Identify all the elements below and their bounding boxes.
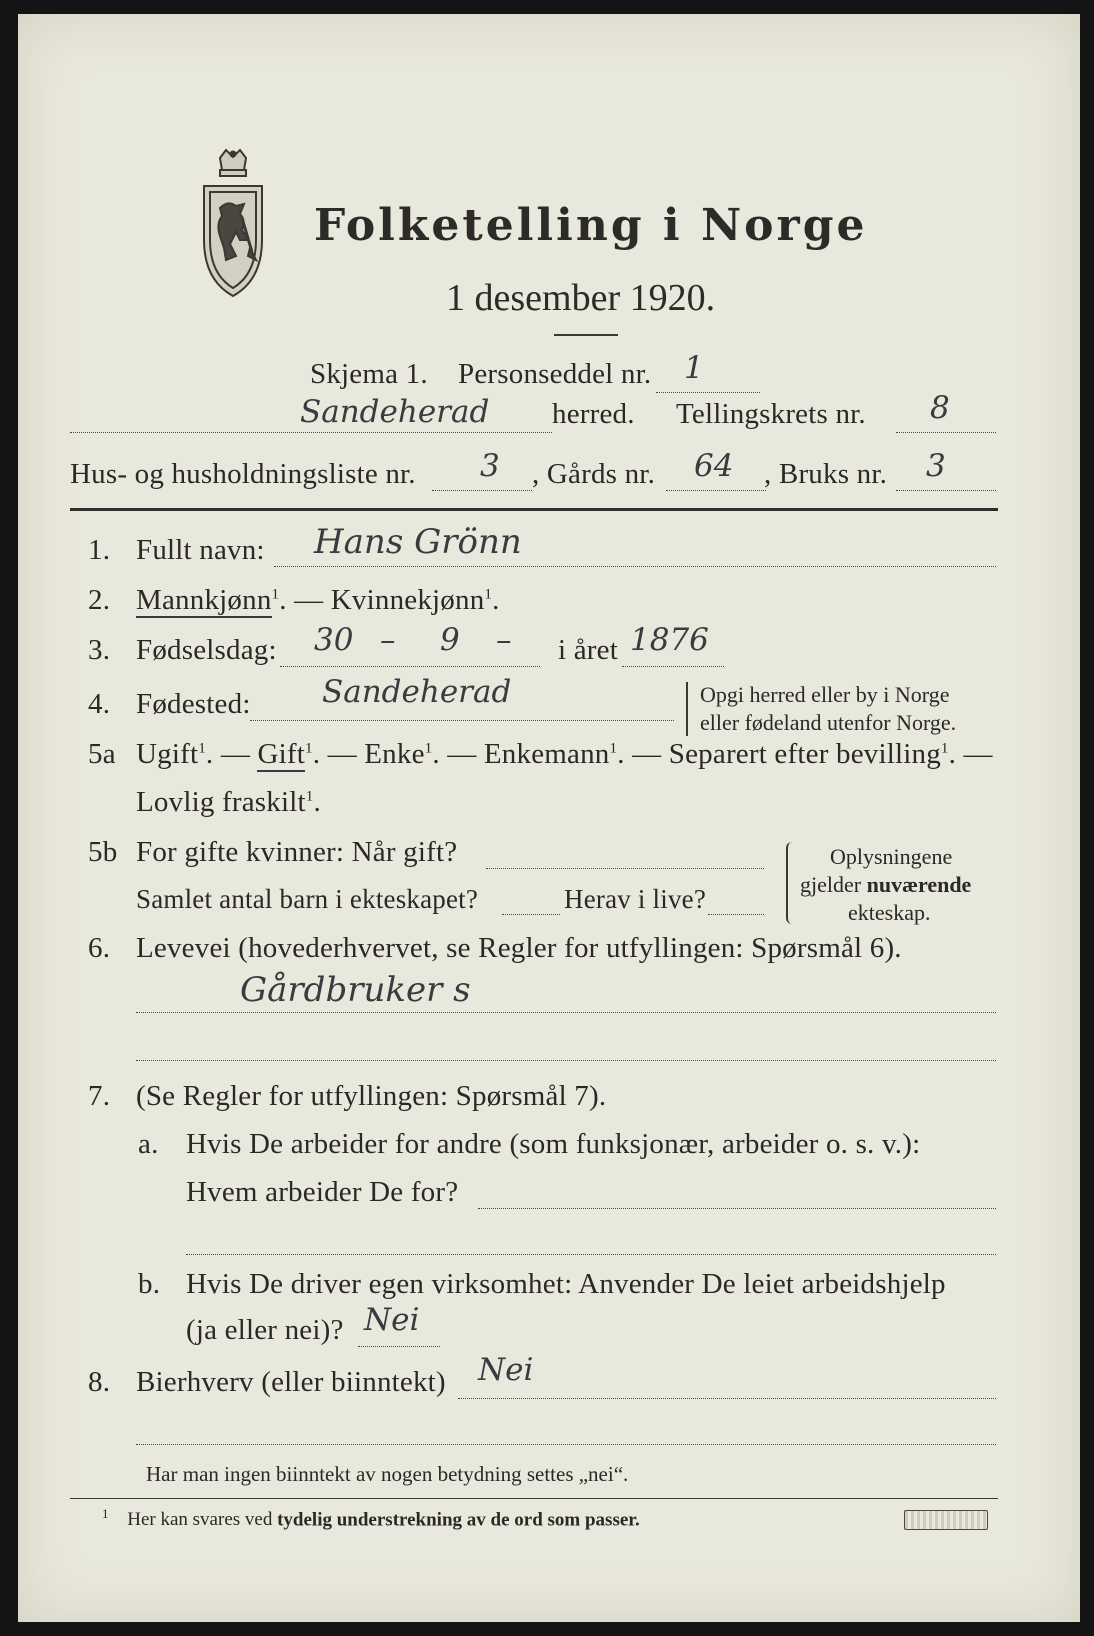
footnote-mark: 1 — [102, 1506, 109, 1521]
gards-line — [666, 490, 766, 491]
header-rule — [70, 508, 998, 511]
q2-separator: . — — [279, 584, 331, 616]
q5b-number: 5b — [88, 836, 118, 868]
q5a-sup-enke: 1 — [424, 740, 433, 757]
birthplace-value[interactable]: Sandeherad — [322, 674, 512, 710]
birth-dash-2: – — [496, 622, 512, 658]
census-form — [18, 14, 1080, 1622]
q4-label: Fødested: — [136, 688, 251, 720]
q6-line-1 — [136, 1012, 996, 1013]
personseddel-line — [656, 392, 760, 393]
gards-value[interactable]: 64 — [694, 448, 734, 484]
q5b-note-3: ekteskap. — [848, 900, 931, 925]
q4-note-1: Opgi herred eller by i Norge — [700, 682, 950, 707]
q8-line-2 — [136, 1444, 996, 1445]
q2-sup2: 1 — [484, 586, 493, 603]
q8-line-1 — [458, 1398, 996, 1399]
liste-line — [432, 490, 532, 491]
birth-year-value[interactable]: 1876 — [630, 622, 709, 658]
q5b-label-3: Herav i live? — [564, 884, 707, 914]
gards-label: , Gårds nr. — [532, 458, 656, 490]
q5b-note-1: Oplysningene — [830, 844, 953, 869]
q7a-line-1: Hvis De arbeider for andre (som funksjonær, arbeider o. s. v.): — [186, 1128, 921, 1160]
form-date: 1 desember 1920. — [446, 277, 716, 319]
footnote-text-a: Her kan svares ved — [127, 1509, 278, 1531]
mannkjonn-option[interactable]: Mannkjønn — [136, 584, 272, 616]
printer-stamp-icon — [904, 1510, 988, 1530]
q1-line — [274, 566, 996, 567]
footer-note: Har man ingen biinntekt av nogen betydning settes „nei“. — [146, 1462, 629, 1486]
tellingskrets-label: Tellingskrets nr. — [676, 398, 866, 430]
q5b-note-2 — [800, 872, 971, 898]
footnote — [102, 1506, 640, 1531]
bruks-value[interactable]: 3 — [926, 448, 946, 484]
bruks-label: , Bruks nr. — [764, 458, 888, 490]
q5b-label-1: For gifte kvinner: Når gift? — [136, 836, 458, 868]
q8-label: Bierhverv (eller biinntekt) — [136, 1366, 446, 1398]
birth-dash-1: – — [380, 622, 396, 658]
q5a-sup-fraskilt: 1 — [305, 788, 314, 805]
q7-number: 7. — [88, 1080, 111, 1112]
q7b-answer-line — [358, 1346, 440, 1347]
enke-option[interactable]: . — Enke — [312, 738, 425, 770]
q5a-options — [136, 738, 993, 771]
q3-label: Fødselsdag: — [136, 634, 277, 666]
birth-month-value[interactable]: 9 — [440, 622, 460, 658]
side-income-value[interactable]: Nei — [478, 1352, 534, 1388]
bruks-line — [896, 490, 996, 491]
q5b-note-2a: gjelder — [800, 872, 867, 897]
q8-number: 8. — [88, 1366, 111, 1398]
liste-label: Hus- og husholdningsliste nr. — [70, 458, 416, 490]
q1-number: 1. — [88, 534, 111, 566]
q3-year-label: i året — [558, 634, 618, 666]
q5b-line-1[interactable] — [486, 868, 764, 869]
herred-value[interactable]: Sandeherad — [300, 394, 490, 430]
kvinnekjonn-option[interactable]: Kvinnekjønn — [330, 584, 485, 616]
gift-option[interactable]: Gift — [257, 738, 305, 770]
ugift-option[interactable]: Ugift — [136, 738, 199, 770]
full-name-value[interactable]: Hans Grönn — [314, 522, 522, 562]
q3-day-line — [280, 666, 540, 667]
fraskilt-option[interactable]: Lovlig fraskilt — [136, 786, 306, 818]
q6-label: Levevei (hovederhvervet, se Regler for utfyllingen: Spørsmål 6). — [136, 932, 902, 964]
q6-line-2 — [136, 1060, 996, 1061]
q2-end: . — [492, 584, 500, 616]
personseddel-value[interactable]: 1 — [684, 350, 704, 386]
q5b-line-3[interactable] — [708, 914, 764, 915]
q5b-label-2: Samlet antal barn i ekteskapet? — [136, 884, 479, 914]
separert-option[interactable]: . — Separert efter bevilling — [617, 738, 941, 770]
q7a-answer-line-1[interactable] — [478, 1208, 996, 1209]
herred-line — [70, 432, 552, 433]
birth-day-value[interactable]: 30 — [314, 622, 354, 658]
q7a-answer-line-2[interactable] — [186, 1254, 996, 1255]
q5a-sup-separert: 1 — [940, 740, 949, 757]
q2-sup1: 1 — [271, 586, 280, 603]
schema-label: Skjema 1. — [310, 358, 428, 390]
q5a-line-2 — [136, 786, 321, 819]
footnote-text-b: tydelig understrekning av de ord som passer. — [277, 1509, 640, 1531]
q4-line — [250, 720, 674, 721]
q5b-note-2b: nuværende — [866, 872, 972, 897]
q5a-sup-enkemann: 1 — [609, 740, 618, 757]
q6-number: 6. — [88, 932, 111, 964]
tellingskrets-value[interactable]: 8 — [930, 390, 950, 426]
occupation-value[interactable]: Gårdbruker s — [240, 970, 471, 1010]
q4-note-2: eller fødeland utenfor Norge. — [700, 710, 957, 735]
herred-label: herred. — [552, 398, 635, 430]
q5a-sup-ugift: 1 — [198, 740, 206, 757]
q5a-number: 5a — [88, 738, 116, 770]
q5a-sep-1: . — — [205, 738, 258, 770]
q5a-end: . — — [948, 738, 993, 770]
q7a-letter: a. — [138, 1128, 159, 1160]
footer-rule — [70, 1498, 998, 1499]
q3-number: 3. — [88, 634, 111, 666]
form-title: Folketelling i Norge — [314, 200, 868, 251]
q5b-line-2[interactable] — [502, 914, 560, 915]
q5a-line2-end: . — [313, 786, 321, 818]
q7a-line-2: Hvem arbeider De for? — [186, 1176, 459, 1208]
coat-of-arms-icon — [190, 148, 276, 300]
tellingskrets-line — [896, 432, 996, 433]
q5a-sup-gift: 1 — [305, 740, 313, 757]
q7b-line-1: Hvis De driver egen virksomhet: Anvender De leiet arbeidshjelp — [186, 1268, 946, 1300]
q3-year-line — [622, 666, 724, 667]
q4-brace — [686, 682, 694, 736]
hired-help-value[interactable]: Nei — [364, 1302, 420, 1338]
q4-number: 4. — [88, 688, 111, 720]
q5b-brace — [786, 842, 796, 924]
liste-value[interactable]: 3 — [480, 448, 500, 484]
q2-number: 2. — [88, 584, 111, 616]
title-divider — [554, 334, 618, 336]
q7-label: (Se Regler for utfyllingen: Spørsmål 7). — [136, 1080, 607, 1112]
personseddel-label: Personseddel nr. — [458, 358, 652, 390]
q7b-line-2: (ja eller nei)? — [186, 1314, 344, 1346]
q1-label: Fullt navn: — [136, 534, 265, 566]
enkemann-option[interactable]: . — Enkemann — [432, 738, 610, 770]
q2-options — [136, 584, 500, 617]
q7b-letter: b. — [138, 1268, 161, 1300]
